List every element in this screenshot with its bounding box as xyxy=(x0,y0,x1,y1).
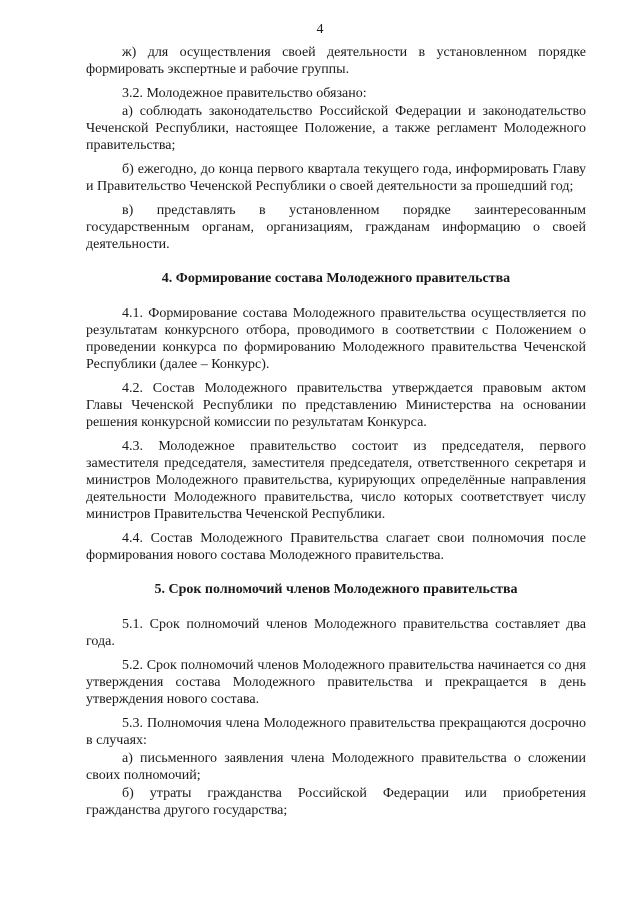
paragraph: 4.4. Состав Молодежного Правительства слагает свои полномочия после формирования нового состава Молодежного правительства. xyxy=(86,531,586,563)
paragraph: б) утраты гражданства Российской Федерации или приобретения гражданства другого государства; xyxy=(86,786,586,818)
section-heading: 4. Формирование состава Молодежного правительства xyxy=(161,271,511,286)
paragraph: ж) для осуществления своей деятельности в установленном порядке формировать экспертные и рабочие группы. xyxy=(86,45,586,77)
page-number: 4 xyxy=(316,22,324,37)
paragraph: 4.1. Формирование состава Молодежного правительства осуществляется по результатам конкурсного отбора, проводимого в соответствии с Положением о проведении конкурса по формированию Молодежного правительства Чеченской Республики (далее – Конкурс). xyxy=(86,306,586,372)
section-heading: 5. Срок полномочий членов Молодежного правительства xyxy=(154,582,518,597)
paragraph: 5.3. Полномочия члена Молодежного правительства прекращаются досрочно в случаях: xyxy=(86,716,586,748)
document-body xyxy=(86,44,586,820)
paragraph: б) ежегодно, до конца первого квартала текущего года, информировать Главу и Правительство Чеченской Республики о своей деятельности за прошедший год; xyxy=(86,162,586,194)
paragraph: а) письменного заявления члена Молодежного правительства о сложении своих полномочий; xyxy=(86,751,586,783)
paragraph: в) представлять в установленном порядке заинтересованным государственным органам, организациям, гражданам информацию о своей деятельности. xyxy=(86,203,586,252)
paragraph: 4.3. Молодежное правительство состоит из председателя, первого заместителя председателя, заместителя председателя, ответственного секретаря и министров Молодежного правительства, курирующих определённые направления деятельности Молодежного правительства, число которых соответствует числу министров Правительства Чеченской Республики. xyxy=(86,439,586,522)
paragraph: 3.2. Молодежное правительство обязано: xyxy=(122,86,367,101)
paragraph: 5.2. Срок полномочий членов Молодежного правительства начинается со дня утверждения состава Молодежного правительства и прекращается в день утверждения нового состава. xyxy=(86,658,586,707)
paragraph: 5.1. Срок полномочий членов Молодежного правительства составляет два года. xyxy=(86,617,586,649)
paragraph: а) соблюдать законодательство Российской Федерации и законодательство Чеченской Республики, настоящее Положение, а также регламент Молодежного правительства; xyxy=(86,104,586,153)
paragraph: 4.2. Состав Молодежного правительства утверждается правовым актом Главы Чеченской Республики по представлению Министерства на основании решения конкурсной комиссии по результатам Конкурса. xyxy=(86,381,586,430)
